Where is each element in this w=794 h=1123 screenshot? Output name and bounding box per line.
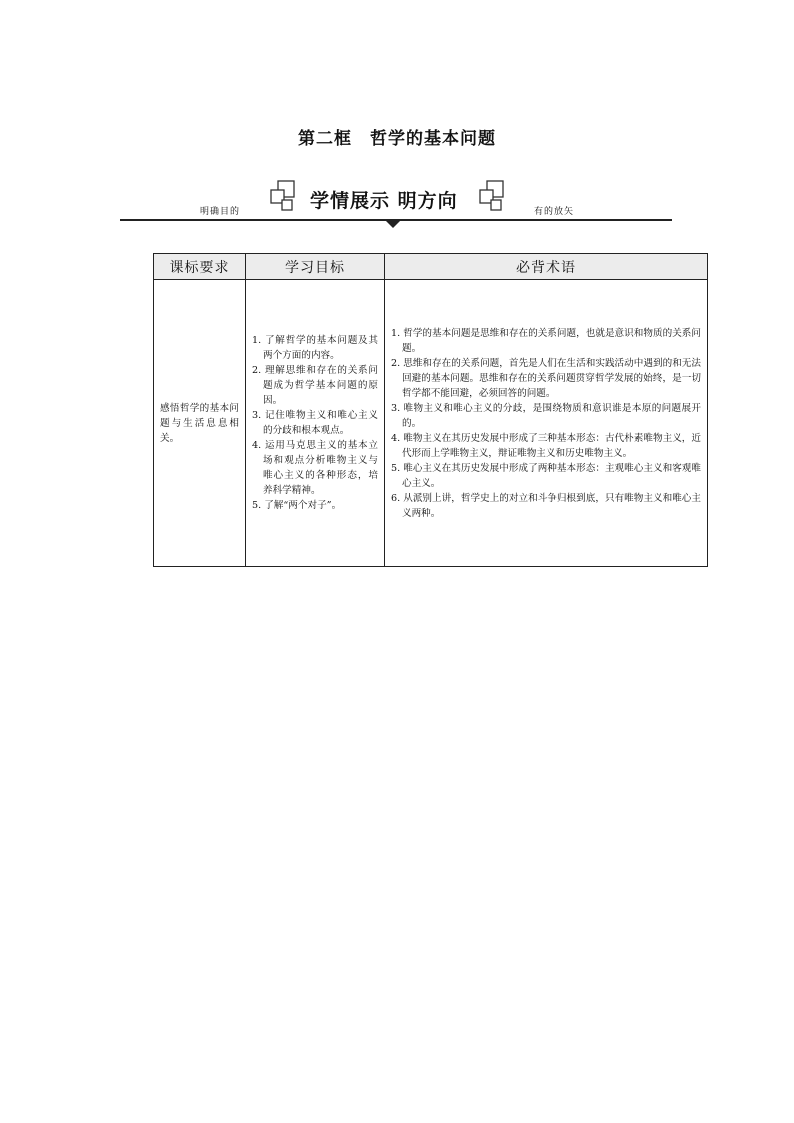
- header-goals: 学习目标: [246, 254, 385, 280]
- list-item: 2. 理解思维和存在的关系问题成为哲学基本问题的原因。: [252, 365, 378, 406]
- banner-left-text: 明确目的: [200, 207, 241, 217]
- list-item: 3. 记住唯物主义和唯心主义的分歧和根本观点。: [252, 410, 378, 436]
- list-item: 2. 思维和存在的关系问题，首先是人们在生活和实践活动中遇到的和无法回避的基本问题。思维和存在的关系问题贯穿哲学发展的始终，是一切哲学都不能回避，必须回答的问题。: [391, 357, 701, 399]
- header-terms: 必背术语: [385, 254, 708, 280]
- banner-heading: 学情展示 明方向: [310, 190, 458, 212]
- requirement-text: 感悟哲学的基本问题与生活息息相关。: [160, 402, 239, 444]
- banner-right-text: 有的放矢: [534, 207, 575, 217]
- table-header-row: [154, 254, 708, 280]
- lesson-title: [0, 124, 794, 149]
- list-item: 5. 了解“两个对子”。: [252, 500, 342, 511]
- table-row: [154, 280, 708, 567]
- terms-cell: [385, 280, 708, 567]
- banner-pointer: [385, 220, 401, 228]
- objectives-table: [153, 253, 708, 567]
- list-item: 1. 哲学的基本问题是思维和存在的关系问题，也就是意识和物质的关系问题。: [391, 327, 701, 354]
- terms-list: [391, 326, 701, 521]
- goals-cell: [246, 280, 385, 567]
- section-banner: [120, 180, 672, 230]
- list-item: 4. 唯物主义在其历史发展中形成了三种基本形态：古代朴素唯物主义，近代形而上学唯物主义，辩证唯物主义和历史唯物主义。: [391, 432, 701, 459]
- list-item: 6. 从派别上讲，哲学史上的对立和斗争归根到底，只有唯物主义和唯心主义两种。: [391, 492, 701, 519]
- squares-decoration-icon: [270, 180, 300, 216]
- list-item: 3. 唯物主义和唯心主义的分歧，是围绕物质和意识谁是本原的问题展开的。: [391, 402, 701, 429]
- header-requirement: 课标要求: [154, 254, 246, 280]
- list-item: 4. 运用马克思主义的基本立场和观点分析唯物主义与唯心主义的各种形态，培养科学精神。: [252, 440, 378, 496]
- squares-decoration-icon: [479, 180, 509, 216]
- lesson-title-part2: 哲学的基本问题: [370, 129, 496, 149]
- requirement-cell: [154, 280, 246, 567]
- goals-list: [252, 333, 378, 513]
- list-item: 5. 唯心主义在其历史发展中形成了两种基本形态：主观唯心主义和客观唯心主义。: [391, 462, 701, 489]
- list-item: 1. 了解哲学的基本问题及其两个方面的内容。: [252, 335, 378, 361]
- lesson-title-part1: 第二框: [298, 129, 352, 149]
